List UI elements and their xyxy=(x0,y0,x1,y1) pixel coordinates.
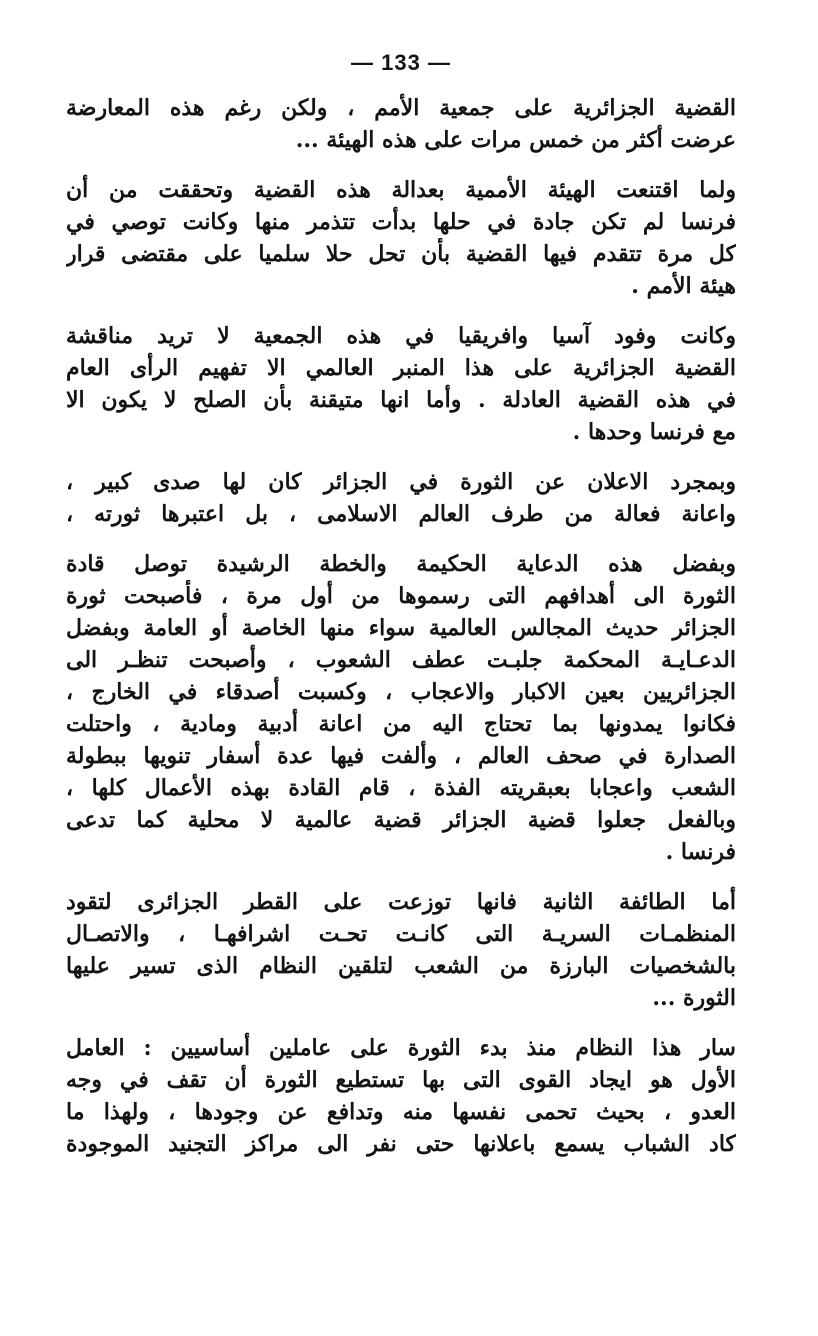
text-line: الدعـايـة المحكمة جلبـت عطف الشعوب ، وأصبحت تنظـر الى xyxy=(66,647,736,673)
text-line: وبالفعل جعلوا قضية الجزائر قضية عالمية لا محلية كما تدعى xyxy=(66,807,736,833)
paragraph-7 xyxy=(66,1032,736,1160)
text-line: الشعب واعجابا بعبقريته الفذة ، قام القادة بهذه الأعمال كلها ، xyxy=(66,775,736,801)
text-line: العدو ، بحيث تحمى نفسها منه وتدافع عن وجودها ، ولهذا ما xyxy=(66,1099,736,1125)
paragraph-4 xyxy=(66,466,736,530)
text-line: أما الطائفة الثانية فانها توزعت على القطر الجزائرى لتقود xyxy=(66,889,736,915)
text-line: مع فرنسا وحدها . xyxy=(572,419,736,445)
text-line: فرنسا . xyxy=(665,839,736,865)
text-line: ولما اقتنعت الهيئة الأممية بعدالة هذه القضية وتحققت من أن xyxy=(66,177,736,203)
text-line: فكانوا يمدونها بما تحتاج اليه من اعانة أدبية ومادية ، واحتلت xyxy=(66,711,736,737)
text-line: فرنسا لم تكن جادة في حلها بدأت تتذمر منها وكانت توصي في xyxy=(66,209,736,235)
text-line: الجزائر حديث المجالس العالمية سواء منها الخاصة أو العامة وبفضل xyxy=(66,615,736,641)
text-line: كاد الشباب يسمع باعلانها حتى نفر الى مراكز التجنيد الموجودة xyxy=(66,1131,736,1157)
paragraph-6 xyxy=(66,886,736,1014)
text-line: عرضت أكثر من خمس مرات على هذه الهيئة ... xyxy=(295,127,736,153)
paragraph-2 xyxy=(66,174,736,302)
paragraph-1 xyxy=(66,92,736,156)
page-number: — 133 — xyxy=(351,50,451,75)
text-line: الثورة ... xyxy=(652,985,736,1011)
paragraph-5 xyxy=(66,548,736,868)
text-line: كل مرة تتقدم فيها القضية بأن تحل حلا سلميا على مقتضى قرار xyxy=(66,241,736,267)
paragraph-3 xyxy=(66,320,736,448)
book-page xyxy=(66,50,736,1310)
text-line: في هذه القضية العادلة . وأما انها متيقنة بأن الصلح لا يكون الا xyxy=(66,387,736,413)
text-line: الأول هو ايجاد القوى التى بها تستطيع الثورة أن تقف في وجه xyxy=(66,1067,736,1093)
text-line: الصدارة في صحف العالم ، وألفت فيها عدة أسفار تنويها ببطولة xyxy=(66,743,736,769)
text-line: وكانت وفود آسيا وافريقيا في هذه الجمعية لا تريد مناقشة xyxy=(66,323,736,349)
text-line: القضية الجزائرية على هذا المنبر العالمي الا تفهيم الرأى العام xyxy=(66,355,736,381)
text-line: القضية الجزائرية على جمعية الأمم ، ولكن رغم هذه المعارضة xyxy=(66,95,736,121)
text-line: واعانة فعالة من طرف العالم الاسلامى ، بل اعتبرها ثورته ، xyxy=(66,501,736,527)
text-line: المنظمـات السريـة التى كانـت تحـت اشرافهـا ، والاتصـال xyxy=(66,921,736,947)
text-line: بالشخصيات البارزة من الشعب لتلقين النظام الذى تسير عليها xyxy=(66,953,736,979)
text-line: الجزائريين بعين الاكبار والاعجاب ، وكسبت أصدقاء في الخارج ، xyxy=(66,679,736,705)
text-line: سار هذا النظام منذ بدء الثورة على عاملين أساسيين : العامل xyxy=(66,1035,736,1061)
text-line: الثورة الى أهدافهم التى رسموها من أول مرة ، فأصبحت ثورة xyxy=(66,583,736,609)
text-line: وبمجرد الاعلان عن الثورة في الجزائر كان لها صدى كبير ، xyxy=(66,469,736,495)
body-text xyxy=(66,92,736,1160)
text-line: وبفضل هذه الدعاية الحكيمة والخطة الرشيدة توصل قادة xyxy=(66,551,736,577)
text-line: هيئة الأمم . xyxy=(631,273,736,299)
